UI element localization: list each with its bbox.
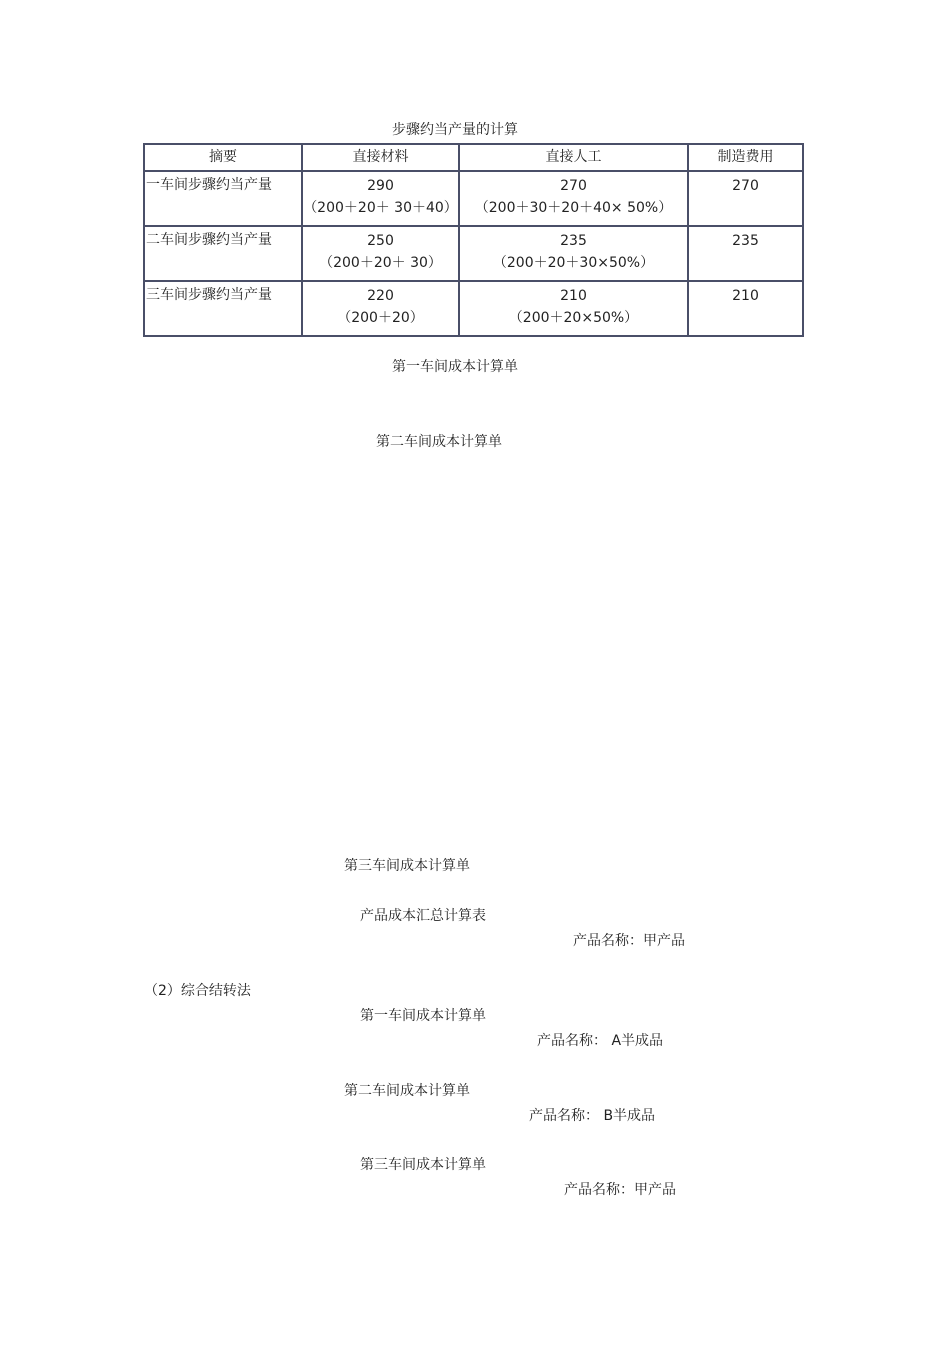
table-row <box>144 171 803 226</box>
m2-ws2-product-name: 产品名称： B半成品 <box>529 1108 656 1124</box>
material-formula: （200＋20） <box>337 310 424 326</box>
row-label: 二车间步骤约当产量 <box>144 226 302 281</box>
labor-cell <box>459 171 688 226</box>
material-value: 220 <box>367 288 394 304</box>
ws1-cost-sheet-title: 第一车间成本计算单 <box>392 359 518 375</box>
header-direct-material: 直接材料 <box>302 144 459 171</box>
header-summary: 摘要 <box>144 144 302 171</box>
table-header-row <box>144 144 803 171</box>
labor-value: 210 <box>560 288 587 304</box>
ws3-cost-sheet-title: 第三车间成本计算单 <box>344 858 470 874</box>
material-cell <box>302 281 459 336</box>
m2-ws1-cost-sheet-title: 第一车间成本计算单 <box>360 1008 486 1024</box>
material-value: 290 <box>367 178 394 194</box>
overhead-cell <box>688 171 803 226</box>
overhead-value: 235 <box>732 233 759 249</box>
m2-ws1-product-name: 产品名称： A半成品 <box>537 1033 664 1049</box>
summary-product-name: 产品名称：甲产品 <box>573 933 685 949</box>
overhead-value: 270 <box>732 178 759 194</box>
labor-value: 270 <box>560 178 587 194</box>
labor-formula: （200＋20×50%） <box>508 310 639 326</box>
table-row <box>144 226 803 281</box>
overhead-cell <box>688 281 803 336</box>
equivalent-units-table <box>143 143 804 337</box>
material-cell <box>302 171 459 226</box>
material-formula: （200＋20＋ 30＋40） <box>303 200 458 216</box>
m2-ws2-cost-sheet-title: 第二车间成本计算单 <box>344 1083 470 1099</box>
labor-value: 235 <box>560 233 587 249</box>
header-direct-labor: 直接人工 <box>459 144 688 171</box>
row-label: 三车间步骤约当产量 <box>144 281 302 336</box>
table-row <box>144 281 803 336</box>
row-label: 一车间步骤约当产量 <box>144 171 302 226</box>
m2-ws3-cost-sheet-title: 第三车间成本计算单 <box>360 1157 486 1173</box>
labor-cell <box>459 281 688 336</box>
method2-heading: （2）综合结转法 <box>144 983 251 999</box>
labor-cell <box>459 226 688 281</box>
material-formula: （200＋20＋ 30） <box>319 255 442 271</box>
summary-table-title: 产品成本汇总计算表 <box>360 908 486 924</box>
overhead-cell <box>688 226 803 281</box>
labor-formula: （200＋20＋30×50%） <box>492 255 655 271</box>
material-cell <box>302 226 459 281</box>
table-title: 步骤约当产量的计算 <box>392 122 518 138</box>
overhead-value: 210 <box>732 288 759 304</box>
m2-ws3-product-name: 产品名称：甲产品 <box>564 1182 676 1198</box>
labor-formula: （200＋30＋20＋40× 50%） <box>474 200 673 216</box>
header-overhead: 制造费用 <box>688 144 803 171</box>
material-value: 250 <box>367 233 394 249</box>
ws2-cost-sheet-title: 第二车间成本计算单 <box>376 434 502 450</box>
